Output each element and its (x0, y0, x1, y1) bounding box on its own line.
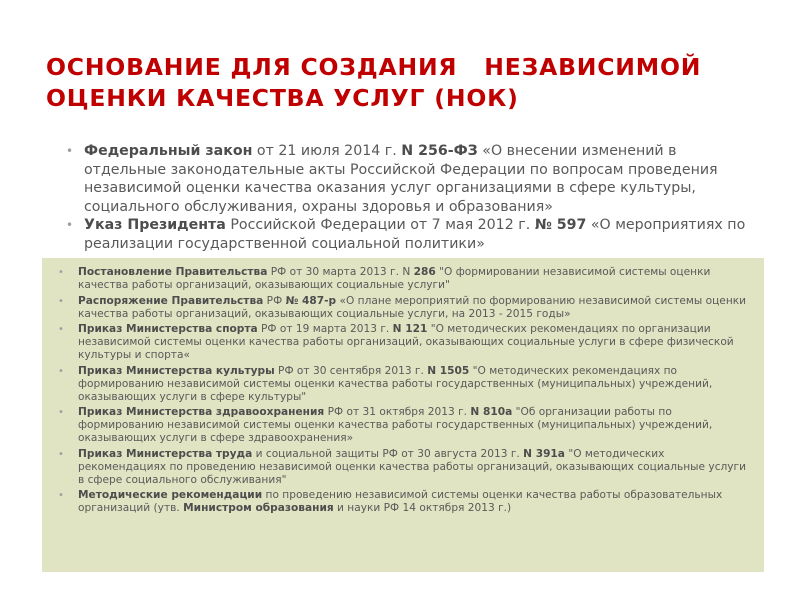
document-number: N 391а (523, 447, 565, 460)
document-description: "О формировании независимой системы оценки качества работы организаций, оказывающих социальные услуги" (78, 266, 711, 291)
list-item-government-resolution (58, 266, 748, 292)
bullet-icon: • (58, 324, 64, 335)
list-item-culture-ministry-order (58, 365, 748, 404)
document-description: "О методических рекомендациях по организации независимой системы оценки качества работы организаций, оказывающих социальные услуги в сфере физической культуры и спорта« (78, 323, 734, 361)
list-item-sport-ministry-order (58, 323, 748, 362)
document-type: Приказ Министерства спорта (78, 323, 258, 335)
document-type: Указ Президента (84, 217, 226, 234)
bullet-icon: • (58, 295, 64, 307)
slide-title-line-1: ОСНОВАНИЕ ДЛЯ СОЗДАНИЯ НЕЗАВИСИМОЙ (46, 53, 702, 81)
document-date: по проведению независимой системы оценки качества работы образовательных организаций (утв. (78, 489, 723, 514)
document-date: РФ от 19 марта 2013 г. (257, 323, 393, 335)
document-date: Российской Федерации от 7 мая 2012 г. (225, 217, 535, 234)
bullet-icon: • (58, 407, 64, 418)
document-type: Приказ Министерства здравоохранения (78, 406, 325, 418)
document-description: "Об организации работы по формированию независимой системы оценки качества работы государственных (муниципальных) учреждений, оказывающих услуги в сфере здравоохранения» (78, 406, 713, 444)
bullet-icon: • (66, 218, 74, 233)
document-description: "О методических рекомендациях по проведению независимой оценки качества работы организаций, оказывающих социальные услуги в сфере социального обслуживания" (78, 447, 747, 486)
document-type: Приказ Министерства культуры (78, 364, 275, 377)
document-date: от 21 июля 2014 г. (252, 143, 402, 159)
document-date: РФ от 30 марта 2013 г. N (267, 266, 414, 278)
document-type: Распоряжение Правительства (78, 294, 264, 307)
document-description: "О методических рекомендациях по формированию независимой системы оценки качества работы государственных (муниципальных) учреждений, оказывающих услуги в сфере культуры" (78, 364, 713, 403)
bullet-icon: • (58, 267, 64, 278)
document-number: 286 (413, 266, 436, 278)
list-item-labor-ministry-order (58, 448, 748, 487)
list-item-government-order (58, 295, 748, 321)
document-description: и науки РФ 14 октября 2013 г.) (333, 502, 512, 514)
bullet-icon: • (58, 490, 64, 501)
document-number: № 487-р (285, 294, 337, 307)
legal-basis-list (66, 142, 756, 254)
regulations-list (58, 266, 748, 518)
document-description: «О мероприятиях по реализации государственной социальной политики» (84, 217, 746, 252)
document-date: РФ от 31 октября 2013 г. (324, 406, 471, 418)
document-type: Методические рекомендации (78, 489, 263, 501)
document-type: Федеральный закон (84, 143, 253, 159)
document-description: «О плане мероприятий по формированию независимой системы оценки качества работы организаций, оказывающих социальные услуги, на 2013 - 2015 годы» (78, 294, 747, 320)
slide-title-line-2: ОЦЕНКИ КАЧЕСТВА УСЛУГ (НОК) (46, 84, 519, 112)
list-item-methodical-recommendations (58, 489, 748, 515)
document-number: № 597 (534, 217, 587, 234)
regulations-box (42, 258, 764, 572)
document-date: и социальной защиты РФ от 30 августа 2013 г. (252, 447, 524, 460)
document-number: Министром образования (183, 502, 334, 514)
document-number: N 810а (470, 406, 513, 418)
list-item-presidential-decree (66, 216, 756, 253)
list-item-federal-law (66, 142, 756, 216)
bullet-icon: • (58, 448, 64, 460)
document-description: «О внесении изменений в отдельные законодательные акты Российской Федерации по вопросам проведения независимой оценки качества оказания услуг организациями в сфере культуры, социального обслуживания, охраны здоровья и образования» (84, 143, 718, 215)
document-number: N 1505 (427, 364, 470, 377)
document-date: РФ от 30 сентября 2013 г. (274, 364, 428, 377)
slide-title (46, 52, 766, 114)
bullet-icon: • (58, 365, 64, 377)
bullet-icon: • (66, 144, 74, 158)
document-number: N 121 (392, 323, 428, 335)
document-type: Приказ Министерства труда (78, 447, 253, 460)
document-type: Постановление Правительства (78, 266, 268, 278)
list-item-health-ministry-order (58, 406, 748, 445)
document-date: РФ (263, 294, 286, 307)
document-number: N 256-ФЗ (401, 143, 478, 159)
